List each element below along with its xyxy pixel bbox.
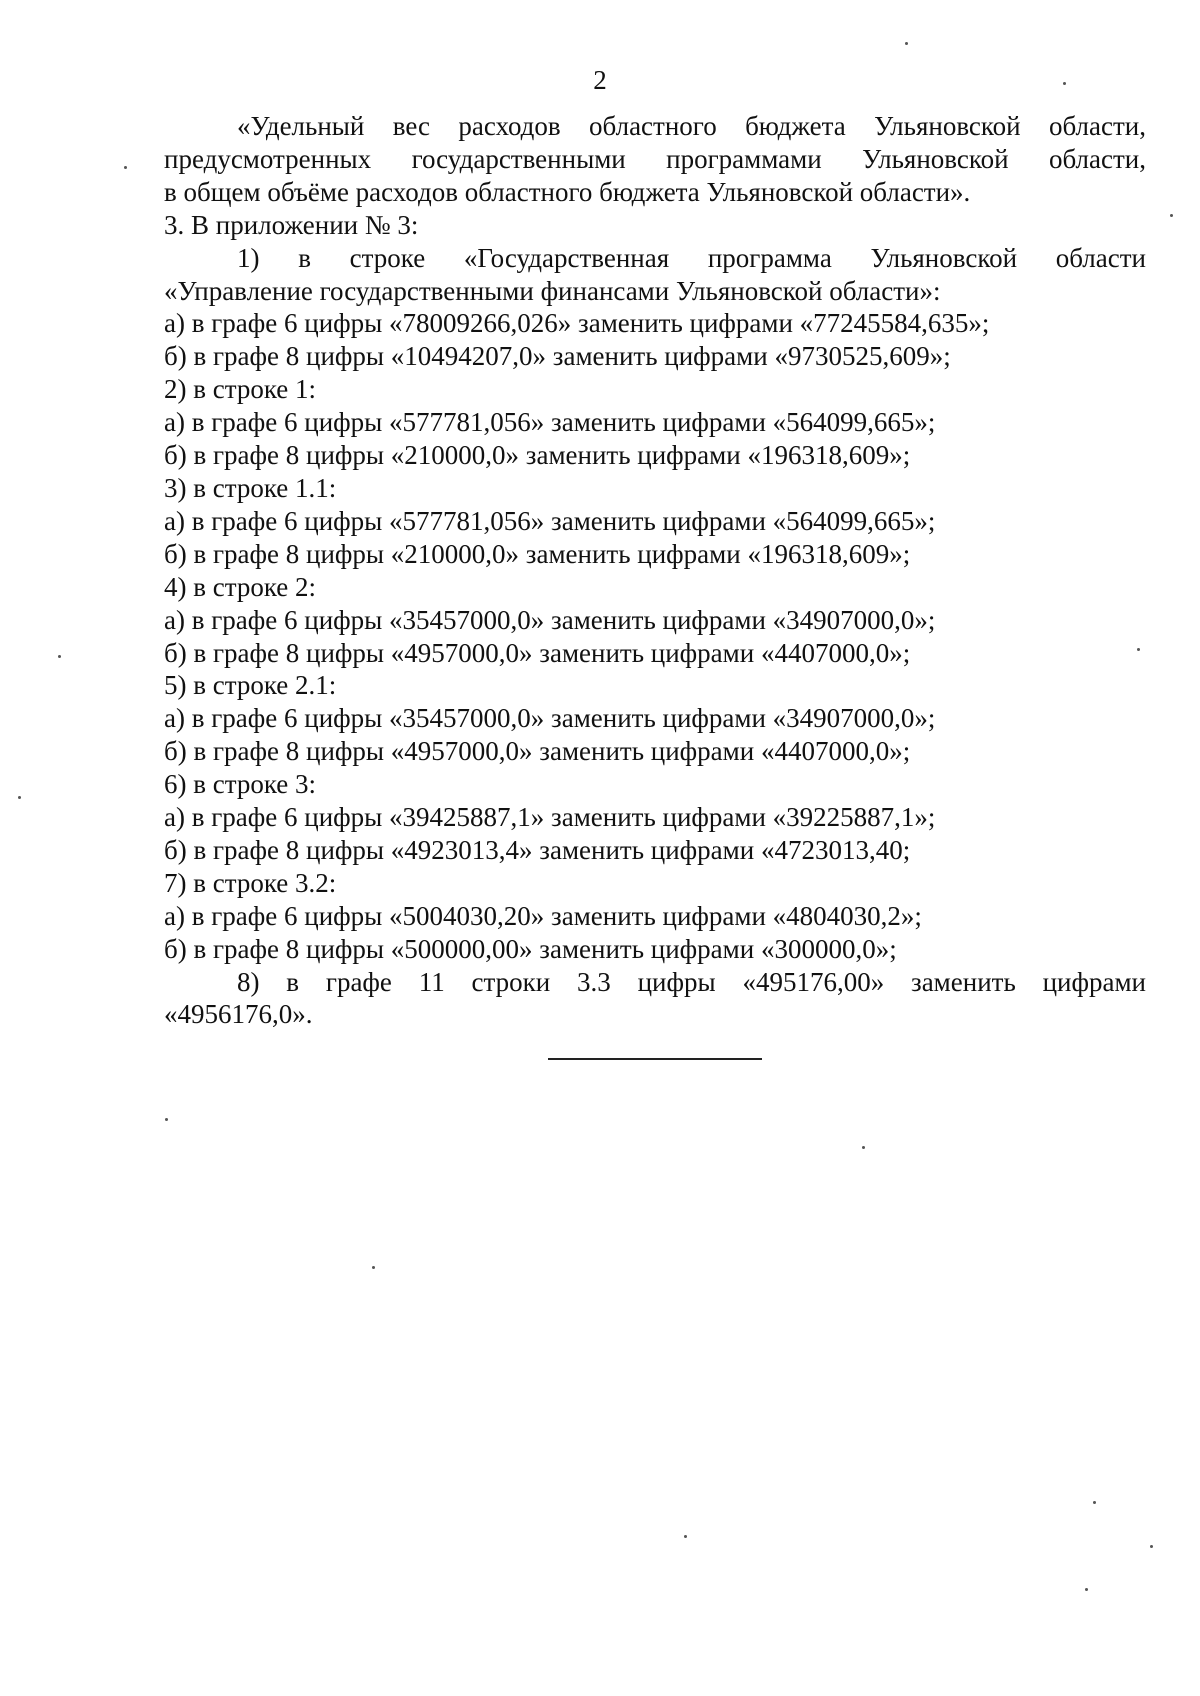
amendment-line: а) в графе 6 цифры «577781,056» заменить цифрами «564099,665»; [164,505,936,536]
amendment-line: б) в графе 8 цифры «500000,00» заменить цифрами «300000,0»; [164,933,897,964]
intro-line-2: предусмотренных государственными программами Ульяновской области, [164,143,1146,174]
amendment-line: 4) в строке 2: [164,571,317,602]
amendment-line: 5) в строке 2.1: [164,670,337,701]
amendment-line: а) в графе 6 цифры «35457000,0» заменить цифрами «34907000,0»; [164,703,936,734]
amendment-line: 7) в строке 3.2: [164,867,337,898]
amendment-line: б) в графе 8 цифры «210000,0» заменить цифрами «196318,609»; [164,538,911,569]
scan-speck [58,655,61,658]
amendment-line: 2) в строке 1: [164,374,317,405]
amendment-line: б) в графе 8 цифры «10494207,0» заменить цифрами «9730525,609»; [164,341,951,372]
amendment-line: а) в графе 6 цифры «35457000,0» заменить цифрами «34907000,0»; [164,604,936,635]
item-8-line-2: «4956176,0». [164,999,313,1030]
amendment-line: а) в графе 6 цифры «39425887,1» заменить цифрами «39225887,1»; [164,802,936,833]
scan-speck [905,42,908,45]
document-body [164,110,1146,1031]
amendment-list [164,307,1146,965]
end-separator-line [548,1058,762,1060]
scan-speck [1150,1545,1153,1548]
intro-line-1: «Удельный вес расходов областного бюджета Ульяновской области, [237,111,1146,141]
item-1-paragraph [164,242,1146,308]
scan-speck [1085,1588,1088,1591]
amendment-line: а) в графе 6 цифры «577781,056» заменить цифрами «564099,665»; [164,407,936,438]
scan-speck [1063,82,1066,85]
item-8-paragraph [164,966,1146,1032]
scan-speck [124,166,127,169]
scan-speck [1170,214,1173,217]
amendment-line: б) в графе 8 цифры «4957000,0» заменить цифрами «4407000,0»; [164,637,911,668]
intro-line-3: в общем объёме расходов областного бюджета Ульяновской области». [164,176,971,207]
scan-speck [165,1118,168,1121]
scan-speck [1137,648,1140,651]
amendment-line: а) в графе 6 цифры «5004030,20» заменить цифрами «4804030,2»; [164,900,922,931]
scan-speck [18,796,21,799]
amendment-line: 3) в строке 1.1: [164,472,337,503]
scan-speck [684,1535,687,1538]
intro-paragraph [164,110,1146,209]
amendment-line: б) в графе 8 цифры «4957000,0» заменить цифрами «4407000,0»; [164,736,911,767]
scan-speck [372,1266,375,1269]
item-1-line-1: 1) в строке «Государственная программа Ульяновской области [237,242,1146,273]
amendment-line: а) в графе 6 цифры «78009266,026» заменить цифрами «77245584,635»; [164,308,990,339]
item-8-line-1: 8) в графе 11 строки 3.3 цифры «495176,00» заменить цифрами [237,966,1146,997]
amendment-line: б) в графе 8 цифры «4923013,4» заменить цифрами «4723013,40; [164,834,911,865]
item-1-line-2: «Управление государственными финансами Ульяновской области»: [164,275,941,306]
page-number: 2 [593,65,607,95]
section-3-heading: 3. В приложении № 3: [164,209,419,240]
scan-speck [1093,1501,1096,1504]
amendment-line: б) в графе 8 цифры «210000,0» заменить цифрами «196318,609»; [164,440,911,471]
amendment-line: 6) в строке 3: [164,769,317,800]
scan-speck [862,1146,865,1149]
